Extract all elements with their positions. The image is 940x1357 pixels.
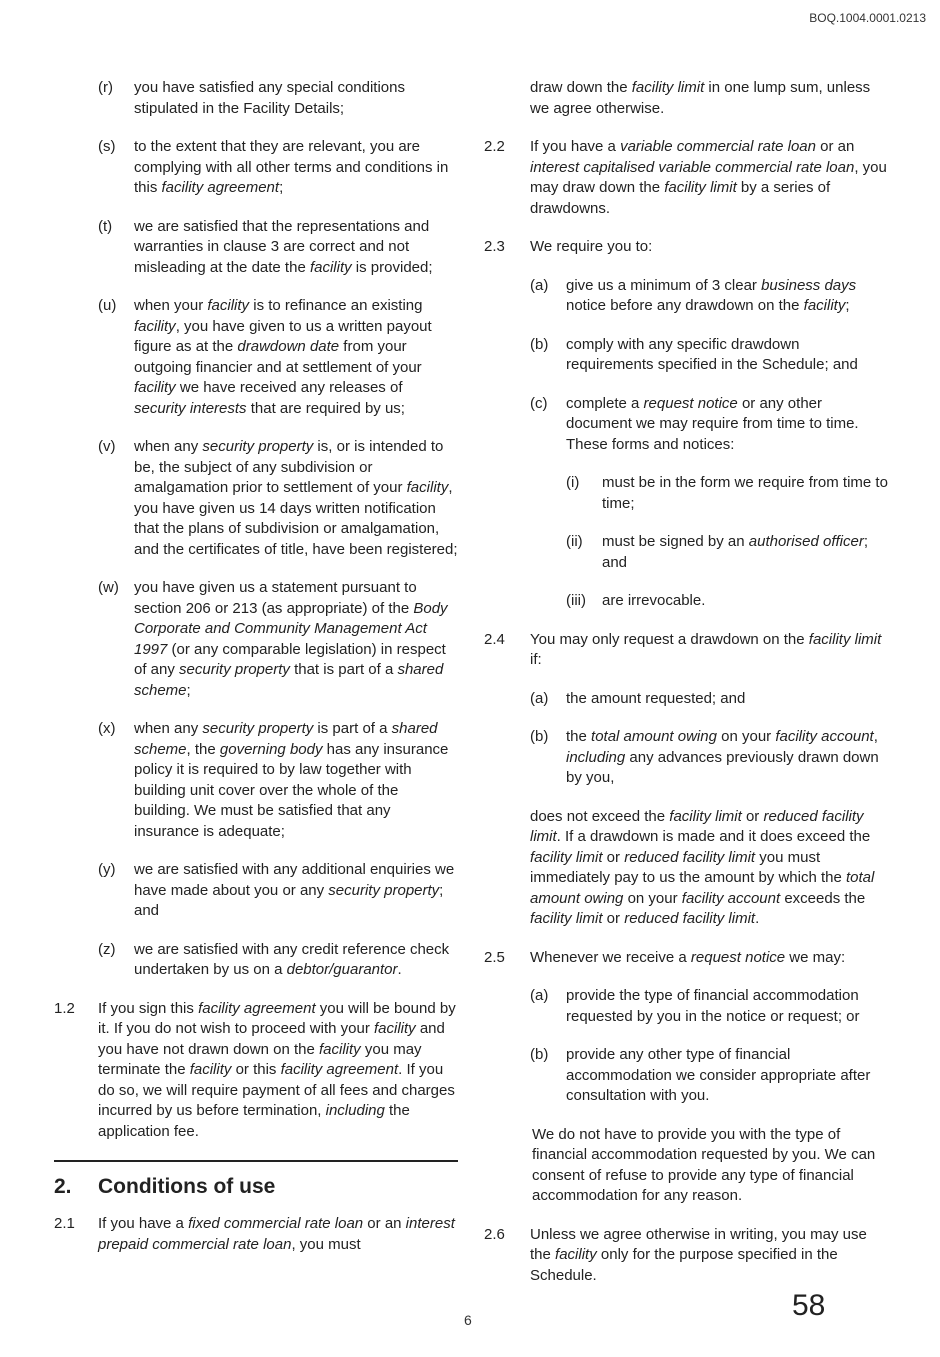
list-item-t: (t) we are satisfied that the representations and warranties in clause 3 are correct and not misleading at the date the facility is provided; xyxy=(98,217,433,276)
clause-2-4-item-b: (b) the total amount owing on your facility account, including any advances previously drawn down by you, xyxy=(530,728,879,786)
list-item-x: (x) when any security property is part of a shared scheme, the governing body has any insurance policy it is required to by law together with building unit cover over the whole of the building. We must be satisfied that any insurance is adequate; xyxy=(98,720,449,840)
list-item-s: (s) to the extent that they are relevant, you are complying with all other terms and conditions in this facility agreement; xyxy=(98,138,449,196)
document-page-number: 58 xyxy=(792,1289,826,1322)
clause-2-1: 2.1 If you have a fixed commercial rate loan or an interest prepaid commercial rate loan, you must xyxy=(54,1215,455,1253)
clause-2-3-subitem-i: (i) must be in the form we require from time to time; xyxy=(566,474,888,512)
page-number: 6 xyxy=(464,1312,472,1328)
section-divider xyxy=(54,1160,458,1162)
clause-2-3: 2.3 We require you to: xyxy=(484,238,653,255)
clause-1-2: 1.2 If you sign this facility agreement you will be bound by it. If you do not wish to proceed with your facility and you have not drawn down on the facility you may terminate the facility or this facility agreement. If you do so, we will require payment of all fees and charges incurred by us before termination, including the application fee. xyxy=(54,999,456,1140)
clause-2-5-item-b: (b) provide any other type of financial accommodation we consider appropriate after consultation with you. xyxy=(530,1046,871,1104)
clause-2-5-paragraph: We do not have to provide you with the type of financial accommodation requested by you. We can consent of refuse to provide any type of financial accommodation for any reason. xyxy=(532,1125,876,1204)
clause-2-3-item-b: (b) comply with any specific drawdown requirements specified in the Schedule; and xyxy=(530,335,858,373)
left-column xyxy=(54,78,458,1273)
clause-2-4-paragraph: does not exceed the facility limit or reduced facility limit. If a drawdown is made and it does exceed the facility limit or reduced facility limit you must immediately pay to us the amount by which the total amount owing on your facility account exceeds the facility limit or reduced facility limit. xyxy=(530,807,875,927)
clause-2-4: 2.4 You may only request a drawdown on the facility limit if: xyxy=(484,630,882,668)
list-item-r: (r) you have satisfied any special conditions stipulated in the Facility Details; xyxy=(98,79,405,117)
section-title: Conditions of use xyxy=(98,1175,276,1198)
list-item-w: (w) you have given us a statement pursuant to section 206 or 213 (as appropriate) of the Body Corporate and Community Management Act 1997 (or any comparable legislation) in respect of any security property that is part of a shared scheme; xyxy=(98,579,448,699)
list-item-v: (v) when any security property is, or is intended to be, the subject of any subdivision or amalgamation prior to settlement of your facility, you have given us 14 days written notification that the plans of subdivision or amalgamation, and the certificates of title, have been registered; xyxy=(98,438,458,558)
clause-2-5-item-a: (a) provide the type of financial accommodation requested by you in the notice or request; or xyxy=(530,987,860,1025)
clause-2-3-subitem-iii: (iii) are irrevocable. xyxy=(566,592,706,609)
document-id: BOQ.1004.0001.0213 xyxy=(809,11,926,25)
clause-2-1-continued: draw down the facility limit in one lump sum, unless we agree otherwise. xyxy=(530,79,871,117)
clause-2-6: 2.6 Unless we agree otherwise in writing, you may use the facility only for the purpose specified in the Schedule. xyxy=(484,1225,867,1284)
clause-2-3-item-c: (c) complete a request notice or any other document we may require from time to time. These forms and notices: xyxy=(530,394,859,453)
clause-2-3-item-a: (a) give us a minimum of 3 clear business days notice before any drawdown on the facility; xyxy=(530,276,857,314)
clause-2-3-subitem-ii: (ii) must be signed by an authorised officer; and xyxy=(566,533,869,571)
section-heading: 2. Conditions of use xyxy=(54,1175,276,1198)
right-column xyxy=(484,78,890,1304)
list-item-u: (u) when your facility is to refinance an existing facility, you have given to us a written payout figure as at the drawdown date from your outgoing financier and at settlement of your facility we have received any releases of security interests that are required by us; xyxy=(98,297,432,417)
list-item-y: (y) we are satisfied with any additional enquiries we have made about you or any security property; and xyxy=(98,861,455,919)
clause-2-2: 2.2 If you have a variable commercial rate loan or an interest capitalised variable commercial rate loan, you may draw down the facility limit by a series of drawdowns. xyxy=(484,138,887,217)
list-item-z: (z) we are satisfied with any credit reference check undertaken by us on a debtor/guarantor. xyxy=(98,940,450,978)
clause-2-5: 2.5 Whenever we receive a request notice we may: xyxy=(484,948,846,966)
clause-2-4-item-a: (a) the amount requested; and xyxy=(530,689,746,707)
